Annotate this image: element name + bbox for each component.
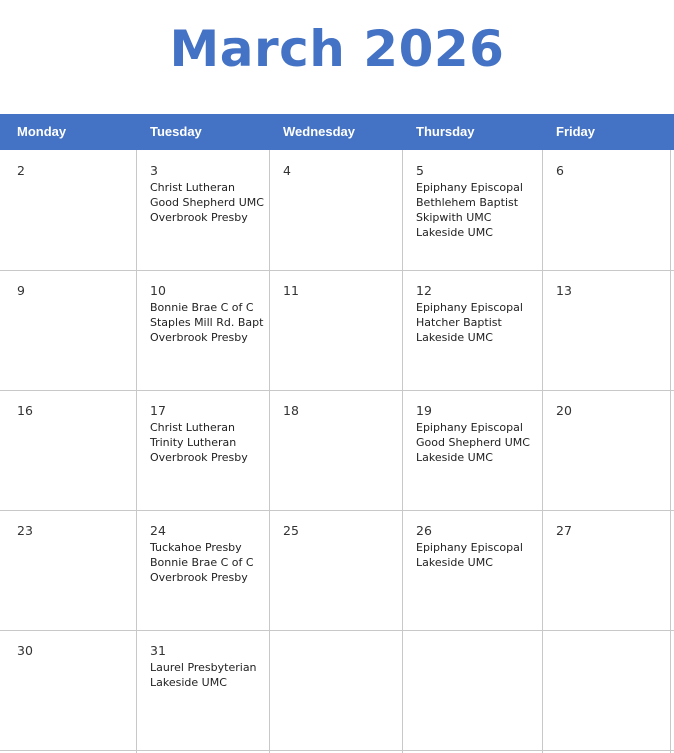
weekday-header-row bbox=[0, 114, 674, 150]
day-cell[interactable] bbox=[150, 643, 257, 690]
grid-vertical-line bbox=[402, 150, 403, 753]
day-cell[interactable] bbox=[283, 403, 299, 420]
event-entry: Overbrook Presby bbox=[150, 571, 248, 584]
day-cell[interactable] bbox=[556, 283, 572, 300]
event-entry: Skipwith UMC bbox=[416, 211, 492, 224]
grid-vertical-line bbox=[542, 150, 543, 753]
day-number: 12 bbox=[416, 283, 432, 298]
event-entry: Lakeside UMC bbox=[416, 226, 493, 239]
day-number: 25 bbox=[283, 523, 299, 538]
day-cell[interactable] bbox=[150, 523, 254, 585]
weekday-header-monday: Monday bbox=[17, 124, 67, 139]
event-entry: Epiphany Episcopal bbox=[416, 181, 523, 194]
day-number: 27 bbox=[556, 523, 572, 538]
grid-vertical-line bbox=[269, 150, 270, 753]
event-entry: Overbrook Presby bbox=[150, 211, 248, 224]
grid-horizontal-line bbox=[0, 510, 674, 511]
day-number: 16 bbox=[17, 403, 33, 418]
event-entry: Laurel Presbyterian bbox=[150, 661, 257, 674]
day-number: 13 bbox=[556, 283, 572, 298]
day-cell[interactable] bbox=[283, 283, 299, 300]
grid-vertical-line bbox=[136, 150, 137, 753]
day-number: 4 bbox=[283, 163, 291, 178]
event-entry: Lakeside UMC bbox=[416, 451, 493, 464]
day-number: 30 bbox=[17, 643, 33, 658]
event-entry: Christ Lutheran bbox=[150, 181, 235, 194]
grid-vertical-line bbox=[670, 150, 671, 753]
day-number: 23 bbox=[17, 523, 33, 538]
day-cell[interactable] bbox=[556, 523, 572, 540]
day-cell[interactable] bbox=[283, 163, 291, 180]
day-cell[interactable] bbox=[150, 283, 263, 345]
grid-horizontal-line bbox=[0, 750, 674, 751]
grid-horizontal-line bbox=[0, 390, 674, 391]
day-number: 31 bbox=[150, 643, 166, 658]
day-cell[interactable] bbox=[17, 403, 33, 420]
event-entry: Bonnie Brae C of C bbox=[150, 556, 254, 569]
grid-horizontal-line bbox=[0, 270, 674, 271]
event-entry: Lakeside UMC bbox=[416, 331, 493, 344]
event-entry: Epiphany Episcopal bbox=[416, 421, 523, 434]
event-entry: Lakeside UMC bbox=[150, 676, 227, 689]
event-entry: Epiphany Episcopal bbox=[416, 541, 523, 554]
weekday-header-thursday: Thursday bbox=[416, 124, 475, 139]
event-entry: Epiphany Episcopal bbox=[416, 301, 523, 314]
event-entry: Good Shepherd UMC bbox=[416, 436, 530, 449]
day-cell[interactable] bbox=[17, 163, 25, 180]
day-number: 20 bbox=[556, 403, 572, 418]
event-entry: Staples Mill Rd. Bapt bbox=[150, 316, 264, 329]
day-cell[interactable] bbox=[556, 403, 572, 420]
event-entry: Bethlehem Baptist bbox=[416, 196, 519, 209]
calendar-title: March 2026 bbox=[169, 20, 505, 78]
day-number: 19 bbox=[416, 403, 432, 418]
day-number: 26 bbox=[416, 523, 432, 538]
event-entry: Hatcher Baptist bbox=[416, 316, 502, 329]
day-number: 11 bbox=[283, 283, 299, 298]
day-number: 6 bbox=[556, 163, 564, 178]
day-cell[interactable] bbox=[416, 163, 523, 240]
day-number: 24 bbox=[150, 523, 166, 538]
day-cell[interactable] bbox=[556, 163, 564, 180]
weekday-header-tuesday: Tuesday bbox=[150, 124, 202, 139]
day-number: 10 bbox=[150, 283, 166, 298]
event-entry: Overbrook Presby bbox=[150, 451, 248, 464]
day-cell[interactable] bbox=[17, 523, 33, 540]
day-cell[interactable] bbox=[283, 523, 299, 540]
event-entry: Christ Lutheran bbox=[150, 421, 235, 434]
event-entry: Trinity Lutheran bbox=[150, 436, 237, 449]
weekday-header-wednesday: Wednesday bbox=[283, 124, 356, 139]
day-number: 9 bbox=[17, 283, 25, 298]
day-number: 2 bbox=[17, 163, 25, 178]
event-entry: Overbrook Presby bbox=[150, 331, 248, 344]
day-cell[interactable] bbox=[17, 283, 25, 300]
event-entry: Lakeside UMC bbox=[416, 556, 493, 569]
weekday-header-friday: Friday bbox=[556, 124, 596, 139]
grid-horizontal-line bbox=[0, 630, 674, 631]
day-cell[interactable] bbox=[150, 403, 248, 465]
day-number: 3 bbox=[150, 163, 158, 178]
day-cell[interactable] bbox=[150, 163, 264, 225]
event-entry: Bonnie Brae C of C bbox=[150, 301, 254, 314]
event-entry: Good Shepherd UMC bbox=[150, 196, 264, 209]
day-number: 5 bbox=[416, 163, 424, 178]
day-cell[interactable] bbox=[416, 523, 523, 570]
event-entry: Tuckahoe Presby bbox=[150, 541, 242, 554]
day-cell[interactable] bbox=[17, 643, 33, 660]
day-cell[interactable] bbox=[416, 403, 530, 465]
day-number: 17 bbox=[150, 403, 166, 418]
day-cell[interactable] bbox=[416, 283, 523, 345]
day-number: 18 bbox=[283, 403, 299, 418]
